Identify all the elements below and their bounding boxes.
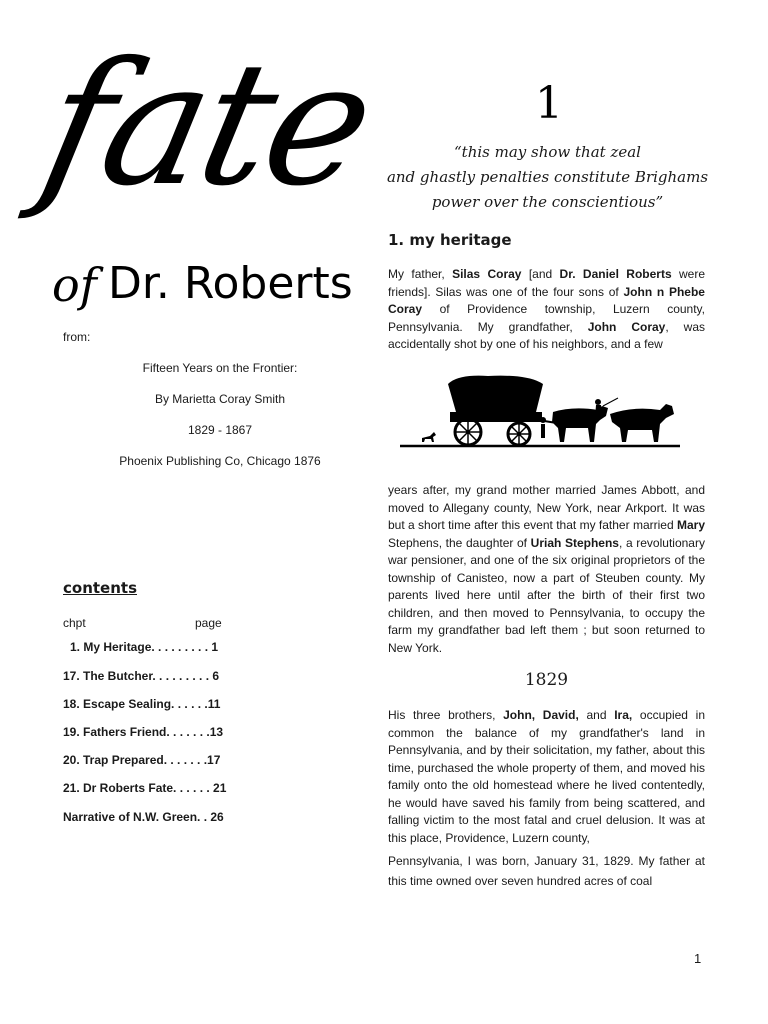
paragraph-1 (388, 266, 705, 354)
contents-col-page: page (195, 616, 222, 630)
bold-name: John Coray (587, 319, 666, 334)
chapter-quote (385, 140, 710, 215)
title-dr-roberts: Dr. Roberts (108, 258, 353, 309)
contents-heading: contents (63, 579, 137, 597)
author: By Marietta Coray Smith (154, 392, 286, 406)
year-heading: 1829 (524, 670, 569, 690)
text-run: , was accidentally shot by one of his neighbors, and a few (388, 319, 705, 351)
text-run: were friends]. Silas was one of the four sons of (388, 267, 705, 299)
toc-item[interactable]: 18. Escape Sealing. . . . . .11 (63, 697, 221, 711)
text-run: My father, (388, 267, 453, 281)
title-fate: fate (26, 26, 387, 224)
bold-name: Ira, (614, 708, 633, 722)
toc-item[interactable]: 17. The Butcher. . . . . . . . . 6 (63, 669, 220, 683)
text-run: years after, my grand mother married James Abbott, and moved to Allegany county, New York, near Arkport. It was but a short time after this event that my father married (388, 483, 705, 532)
text-run: [and (521, 267, 560, 281)
text-run: His three brothers, (388, 708, 504, 722)
contents-col-chpt: chpt (63, 616, 86, 630)
text-run: occupied in common the balance of my grandfather's land in Pennsylvania, and by their solicitation, my father, about this time, purchased the whole property of them, and moved his family onto the old homestead where he lived contentedly, he would have saved his family from being scattered, and falling victim to the most fatal and cruel delusion. It was at this place, Providence, Luzern county, (388, 708, 705, 845)
text-run: of Providence township, Luzern county, Pennsylvania. My grandfather, (388, 302, 705, 334)
paragraph-2 (388, 482, 705, 657)
publisher: Phoenix Publishing Co, Chicago 1876 (119, 454, 321, 468)
toc-item[interactable]: 1. My Heritage. . . . . . . . . 1 (70, 640, 219, 654)
chapter-number: 1 (535, 78, 563, 129)
quote-line: power over the conscientious” (431, 193, 664, 211)
bold-name: John n Phebe Coray (388, 284, 705, 316)
from-label: from: (63, 330, 91, 344)
quote-line: “this may show that zeal (454, 143, 641, 161)
text-run: , a revolutionary war pensioner, and one of the six original proprietors of the township of Canisteo, now a part of Steuben county. My parents lived here until after the birth of their first two children, and then moved to Pennsylvania, to occupy the farm my grandfather bad left them ; but soon returned to New York. (388, 535, 705, 655)
section-heading: 1. my heritage (388, 231, 512, 249)
covered-wagon-illustration (398, 372, 683, 452)
bold-name: John, David, (503, 708, 579, 722)
title-of: of (52, 258, 97, 312)
bold-name: Dr. Daniel Roberts (559, 267, 672, 281)
toc-item[interactable]: 19. Fathers Friend. . . . . . .13 (63, 725, 224, 739)
page-number: 1 (694, 951, 702, 966)
book-title: Fifteen Years on the Frontier: (142, 361, 298, 375)
toc-item[interactable]: 21. Dr Roberts Fate. . . . . . 21 (63, 781, 227, 795)
years: 1829 - 1867 (187, 423, 253, 437)
text-run: and (578, 708, 615, 722)
bold-name: Uriah Stephens (530, 535, 619, 550)
toc-item[interactable]: 20. Trap Prepared. . . . . . .17 (63, 753, 221, 767)
toc-item[interactable]: Narrative of N.W. Green. . 26 (63, 810, 224, 824)
bold-name: Mary (676, 518, 705, 532)
paragraph-4: Pennsylvania, I was born, January 31, 1829. My father at this time owned over seven hundred acres of coal (388, 854, 705, 888)
bold-name: Silas Coray (452, 267, 522, 281)
text-run: Stephens, the daughter of (388, 535, 531, 550)
paragraph-3 (388, 707, 705, 847)
quote-line: and ghastly penalties constitute Brighams (386, 168, 709, 186)
